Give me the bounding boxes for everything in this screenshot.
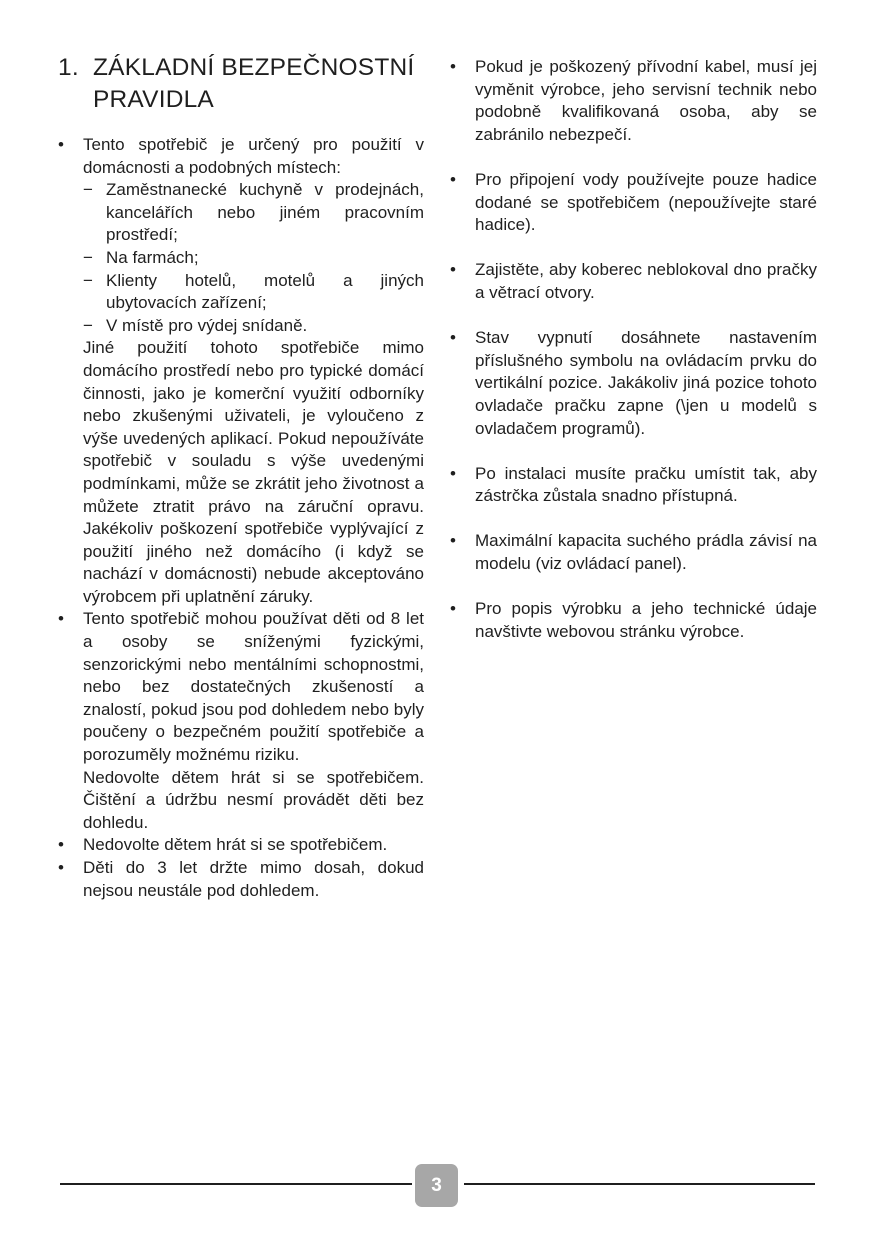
dash-icon: − (83, 315, 93, 335)
section-heading (58, 52, 428, 116)
list-item-website (450, 598, 817, 643)
item-text: Tento spotřebič mohou používat děti od 8 let a osoby se sníženými fyzickými, senzorickými nebo mentálními schopnostmi, nebo bez dostatečných zkušeností a znalostí, pokud jsou pod dohledem nebo byly poučeny o bezpečném použití spotřebiče a porozuměly možnému riziku. (83, 609, 424, 765)
sub-item: − V místě pro výdej snídaně. (83, 315, 424, 338)
bullet-icon: • (450, 599, 456, 619)
list-item-plug-access (450, 463, 817, 508)
list-item-off-position (450, 327, 817, 440)
bullet-icon: • (450, 328, 456, 348)
bullet-icon: • (58, 135, 64, 154)
item-text: Pokud je poškozený přívodní kabel, musí jej vyměnit výrobce, jeho servisní technik nebo podobně kvalifikovaná osoba, aby se zabránilo nebezpečí. (475, 57, 817, 144)
item-text: Po instalaci musíte pračku umístit tak, aby zástrčka zůstala snadno přístupná. (475, 463, 817, 506)
list-item-small-children (58, 857, 424, 902)
item-text: Zajistěte, aby koberec neblokoval dno pračky a větrací otvory. (475, 260, 817, 302)
safety-list-left (58, 134, 424, 902)
bullet-icon: • (450, 260, 456, 280)
section-number: 1. (58, 54, 79, 81)
item-text: Pro připojení vody používejte pouze hadice dodané se spotřebičem (nepoužívejte staré hadice). (475, 169, 817, 235)
section-title: ZÁKLADNÍ BEZPEČNOSTNÍ PRAVIDLA (93, 54, 415, 113)
list-item-carpet (450, 259, 817, 304)
sub-item: − Klienty hotelů, motelů a jiných ubytovacích zařízení; (83, 270, 424, 313)
item-extra: Nedovolte dětem hrát si se spotřebičem. Čištění a údržbu nesmí provádět děti bez dohledu. (83, 767, 424, 832)
dash-icon: − (83, 180, 93, 200)
list-item-children-supervision (58, 608, 424, 834)
bullet-icon: • (58, 835, 64, 855)
item-intro: Tento spotřebič je určený pro použití v domácnosti a podobných místech: (83, 135, 424, 177)
bullet-icon: • (450, 57, 456, 76)
list-item-intended-use (58, 134, 424, 608)
bullet-icon: • (450, 531, 456, 551)
list-item-power-cable (450, 56, 817, 146)
page-number-badge: 3 (415, 1164, 458, 1207)
footer-divider-right (464, 1183, 815, 1185)
sub-item: − Zaměstnanecké kuchyně v prodejnách, kancelářích nebo jiném pracovním prostředí; (83, 180, 424, 245)
item-text: Pro popis výrobku a jeho technické údaje navštivte webovou stránku výrobce. (475, 599, 817, 641)
dash-icon: − (83, 247, 93, 267)
dash-icon: − (83, 270, 93, 290)
bullet-icon: • (58, 858, 64, 877)
item-text: Stav vypnutí dosáhnete nastavením příslušného symbolu na ovládacím prvku do vertikální pozice. Jakákoliv jiná pozice tohoto ovladače pračku zapne (\jen u modelů s ovladačem programů). (475, 328, 817, 438)
item-text: Nedovolte dětem hrát si se spotřebičem. (83, 835, 388, 855)
item-outro: Jiné použití tohoto spotřebiče mimo domácího prostředí nebo pro typické domácí činnosti, jako je komerční využití odborníky nebo zkušenými uživateli, je vyloučeno z výše uvedených aplikací. Pokud nepoužíváte spotřebič v souladu s výše uvedenými podmínkami, může se zkrátit jeho životnost a můžete ztratit právo na záruční opravu. Jakékoliv poškození spotřebiče vyplývající z použití jiného než domácího (i když se nachází v domácnosti) nebude akceptováno výrobcem při uplatnění záruky. (83, 338, 424, 606)
footer-divider-left (60, 1183, 412, 1185)
list-item-water-hoses (450, 169, 817, 237)
item-text: Maximální kapacita suchého prádla závisí na modelu (viz ovládací panel). (475, 531, 817, 574)
bullet-icon: • (450, 463, 456, 483)
bullet-icon: • (58, 609, 64, 629)
bullet-icon: • (450, 169, 456, 189)
sub-list (83, 179, 424, 337)
item-text: Děti do 3 let držte mimo dosah, dokud nejsou neustále pod dohledem. (83, 858, 424, 900)
sub-item: − Na farmách; (83, 247, 424, 270)
safety-list-right (450, 56, 817, 643)
list-item-capacity (450, 530, 817, 575)
list-item-no-play (58, 834, 424, 857)
